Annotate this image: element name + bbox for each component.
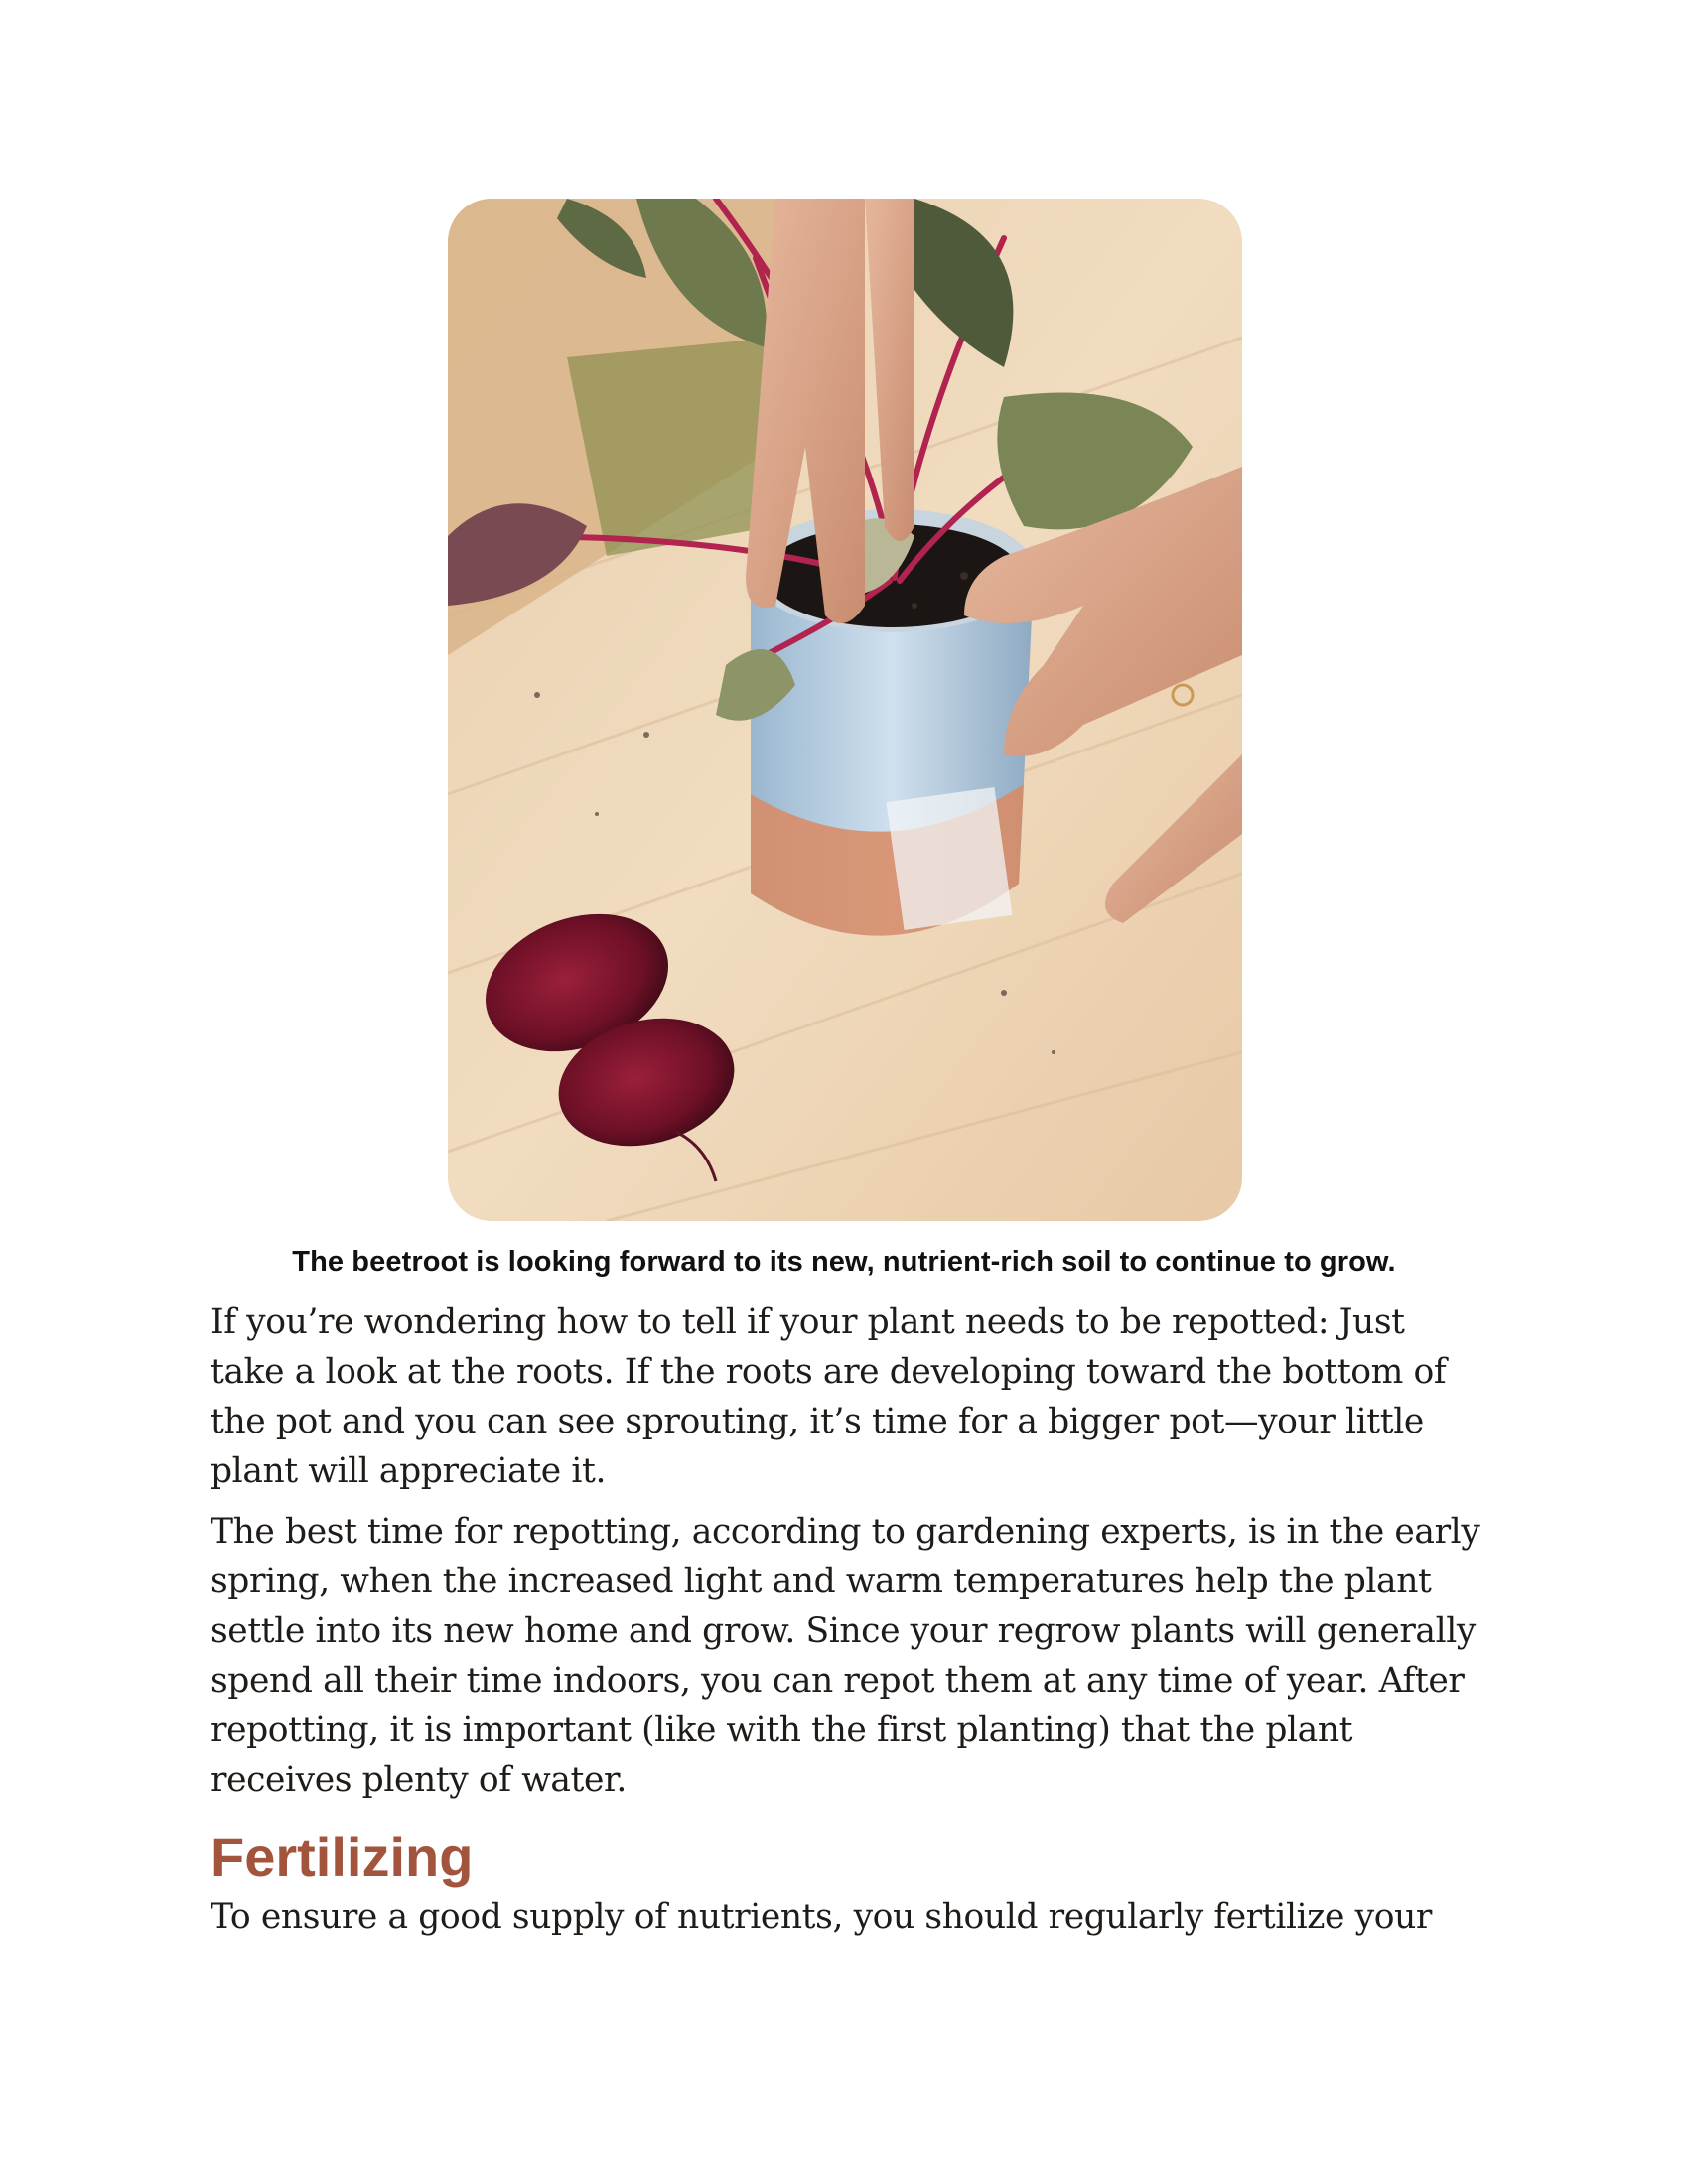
text-line: repotting, it is important (like with the first planting) that the plant [211,1710,1353,1750]
text-line: If you’re wondering how to tell if your plant needs to be repotted: Just [211,1302,1405,1342]
paragraph-repot-timing [211,1507,1501,1805]
text-line: The best time for repotting, according to gardening experts, is in the early [211,1512,1480,1552]
section-heading: Fertilizing [211,1826,474,1888]
paragraph-repot-signs [211,1297,1501,1496]
text-line: plant will appreciate it. [211,1451,607,1491]
text-line: To ensure a good supply of nutrients, you should regularly fertilize your [211,1897,1432,1937]
text-line: receives plenty of water. [211,1760,627,1800]
paragraph-fertilizing [211,1892,1501,1942]
text-line: spend all their time indoors, you can repot them at any time of year. After [211,1661,1465,1701]
text-line: take a look at the roots. If the roots are developing toward the bottom of [211,1352,1447,1392]
text-line: the pot and you can see sprouting, it’s time for a bigger pot—your little [211,1402,1424,1441]
text-line: spring, when the increased light and warm temperatures help the plant [211,1562,1432,1601]
beetroot-repotting-photo [448,199,1242,1221]
figure-caption: The beetroot is looking forward to its new, nutrient-rich soil to continue to grow. [292,1246,1396,1278]
photo-illustration [448,199,1242,1221]
text-line: settle into its new home and grow. Since your regrow plants will generally [211,1611,1476,1651]
